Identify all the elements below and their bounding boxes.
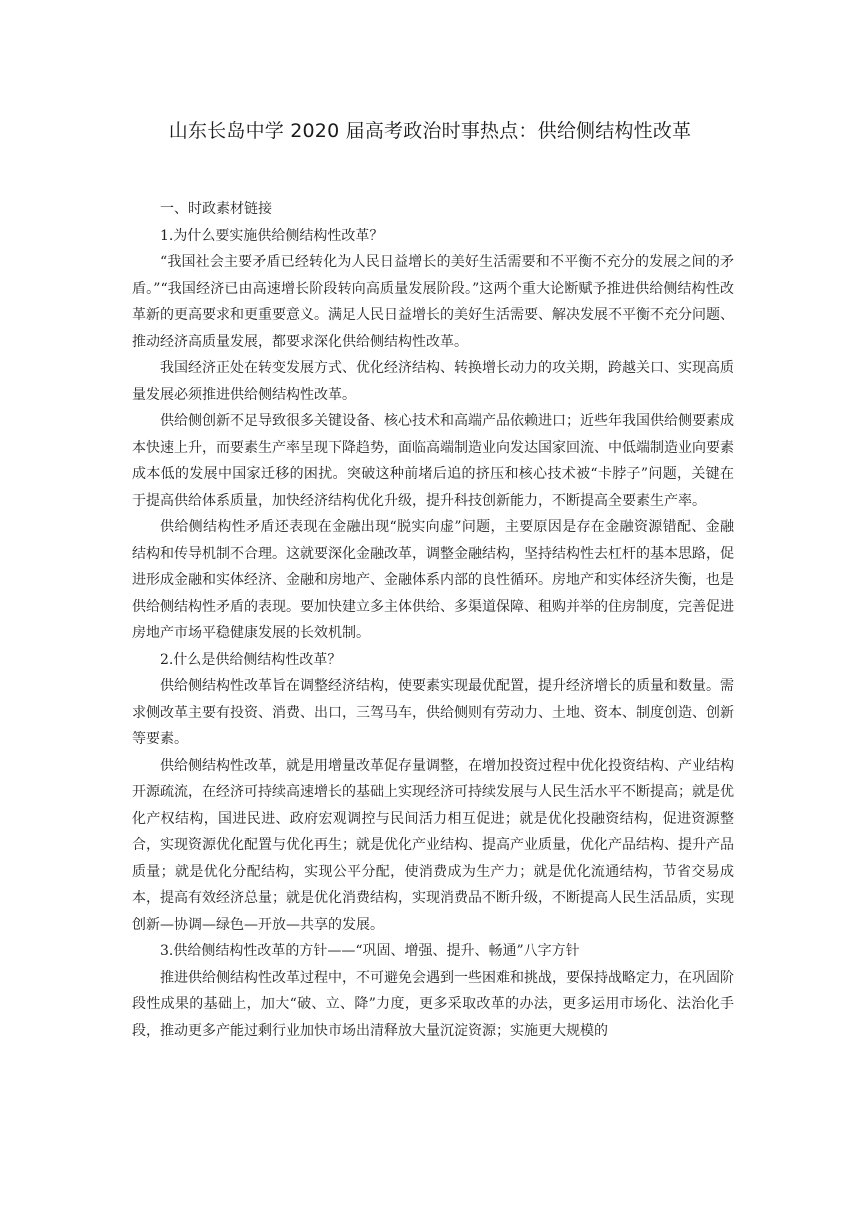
body-paragraph: 供给侧结构性改革，就是用增量改革促存量调整，在增加投资过程中优化投资结构、产业结构开源疏流，在经济可持续高速增长的基础上实现经济可持续发展与人民生活水平不断提高；就是优化产权结构，国进民进、政府宏观调控与民间活力相互促进；就是优化投融资结构，促进资源整合，实现资源优化配置与优化再生；就是优化产业结构、提高产业质量，优化产品结构、提升产品质量；就是优化分配结构，实现公平分配，使消费成为生产力；就是优化流通结构，节省交易成本，提高有效经济总量；就是优化消费结构，实现消费品不断升级，不断提高人民生活品质，实现创新—协调—绿色—开放—共享的发展。 [132, 757, 734, 933]
question-heading: 1.为什么要实施供给侧结构性改革？ [160, 227, 384, 244]
document-body [132, 196, 734, 1044]
body-paragraph: 供给侧结构性改革旨在调整经济结构，使要素实现最优配置，提升经济增长的质量和数量。需求侧改革主要有投资、消费、出口，三驾马车，供给侧则有劳动力、土地、资本、制度创造、创新等要素。 [132, 678, 734, 747]
question-heading: 2.什么是供给侧结构性改革？ [160, 651, 342, 668]
body-paragraph: 供给侧结构性矛盾还表现在金融出现“脱实向虚”问题，主要原因是存在金融资源错配、金融结构和传导机制不合理。这就要深化金融改革，调整金融结构，坚持结构性去杠杆的基本思路，促进形成金融和实体经济、金融和房地产、金融体系内部的良性循环。房地产和实体经济失衡，也是供给侧结构性矛盾的表现。要加快建立多主体供给、多渠道保障、租购并举的住房制度，完善促进房地产市场平稳健康发展的长效机制。 [132, 519, 734, 641]
document-title: 山东长岛中学 2020 届高考政治时事热点：供给侧结构性改革 [168, 120, 692, 142]
body-paragraph: 我国经济正处在转变发展方式、优化经济结构、转换增长动力的攻关期，跨越关口、实现高质量发展必须推进供给侧结构性改革。 [132, 360, 734, 403]
body-paragraph: “我国社会主要矛盾已经转化为人民日益增长的美好生活需要和不平衡不充分的发展之间的矛盾。”“我国经济已由高速增长阶段转向高质量发展阶段。”这两个重大论断赋予推进供给侧结构性改革新的更高要求和更重要意义。满足人民日益增长的美好生活需要、解决发展不平衡不充分问题、推动经济高质量发展，都要求深化供给侧结构性改革。 [132, 254, 734, 350]
body-paragraph: 推进供给侧结构性改革过程中，不可避免会遇到一些困难和挑战，要保持战略定力，在巩固阶段性成果的基础上，加大“破、立、降”力度，更多采取改革的办法，更多运用市场化、法治化手段，推动更多产能过剩行业加快市场出清释放大量沉淀资源；实施更大规模的 [132, 969, 734, 1039]
section-heading: 一、时政素材链接 [160, 201, 272, 217]
question-heading: 3.供给侧结构性改革的方针——“巩固、增强、提升、畅通”八字方针 [160, 943, 580, 959]
body-paragraph: 供给侧创新不足导致很多关键设备、核心技术和高端产品依赖进口；近些年我国供给侧要素成本快速上升，而要素生产率呈现下降趋势，面临高端制造业向发达国家回流、中低端制造业向要素成本低的发展中国家迁移的困扰。突破这种前堵后追的挤压和核心技术被“卡脖子”问题，关键在于提高供给体系质量，加快经济结构优化升级，提升科技创新能力，不断提高全要素生产率。 [132, 413, 734, 509]
